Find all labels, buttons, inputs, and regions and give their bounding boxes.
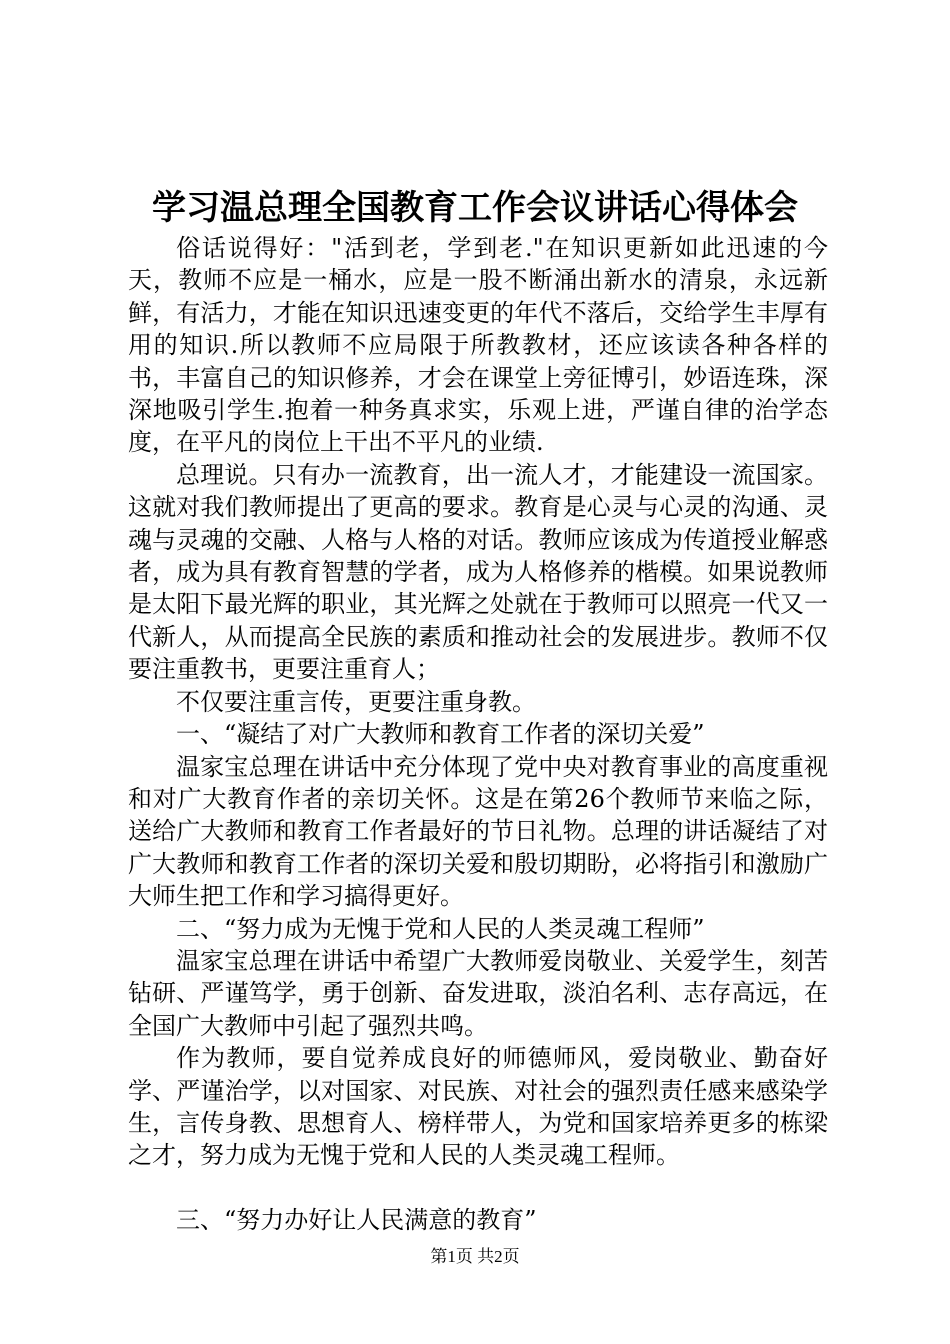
- paragraph-section-2: 温家宝总理在讲话中希望广大教师爱岗敬业、关爱学生，刻苦钻研、严谨笃学，勇于创新、奋发进取，淡泊名利、志存高远，在全国广大教师中引起了强烈共鸣。: [128, 946, 828, 1040]
- section-heading-3: 三、“努力办好让人民满意的教育”: [176, 1205, 537, 1234]
- section-heading-1: 一、“凝结了对广大教师和教育工作者的深切关爱”: [176, 720, 705, 749]
- paragraph-as-teacher: 作为教师，要自觉养成良好的师德师风，爱岗敬业、勤奋好学、严谨治学，以对国家、对民族、对社会的强烈责任感来感染学生，言传身教、思想育人、榜样带人，为党和国家培养更多的栋梁之才，努力成为无愧于党和人民的人类灵魂工程师。: [128, 1044, 828, 1170]
- document-title: 学习温总理全国教育工作会议讲话心得体会: [152, 188, 798, 228]
- paragraph-section-1: 温家宝总理在讲话中充分体现了党中央对教育事业的高度重视和对广大教育作者的亲切关怀。这是在第26个教师节来临之际，送给广大教师和教育工作者最好的节日礼物。总理的讲话凝结了对广大教师和教育工作者的深切关爱和殷切期盼，必将指引和激励广大师生把工作和学习搞得更好。: [128, 752, 828, 911]
- section-heading-2: 二、“努力成为无愧于党和人民的人类灵魂工程师”: [176, 914, 705, 943]
- paragraph-premier-quote: 总理说。只有办一流教育，出一流人才，才能建设一流国家。这就对我们教师提出了更高的要求。教育是心灵与心灵的沟通、灵魂与灵魂的交融、人格与人格的对话。教师应该成为传道授业解惑者，成为具有教育智慧的学者，成为人格修养的楷模。如果说教师是太阳下最光辉的职业，其光辉之处就在于教师可以照亮一代又一代新人，从而提高全民族的素质和推动社会的发展进步。教师不仅要注重教书，更要注重育人；: [128, 460, 828, 684]
- paragraph-teaching-by-example: 不仅要注重言传，更要注重身教。: [176, 687, 536, 716]
- document-body: [128, 232, 828, 1236]
- page-number-footer: 第1页 共2页: [430, 1247, 520, 1266]
- paragraph-intro: 俗话说得好："活到老，学到老."在知识更新如此迅速的今天，教师不应是一桶水，应是一股不断涌出新水的清泉，永远新鲜，有活力，才能在知识迅速变更的年代不落后，交给学生丰厚有用的知识.所以教师不应局限于所教教材，还应该读各种各样的书，丰富自己的知识修养，才会在课堂上旁征博引，妙语连珠，深深地吸引学生.抱着一种务真求实，乐观上进，严谨自律的治学态度，在平凡的岗位上干出不平凡的业绩.: [128, 234, 828, 457]
